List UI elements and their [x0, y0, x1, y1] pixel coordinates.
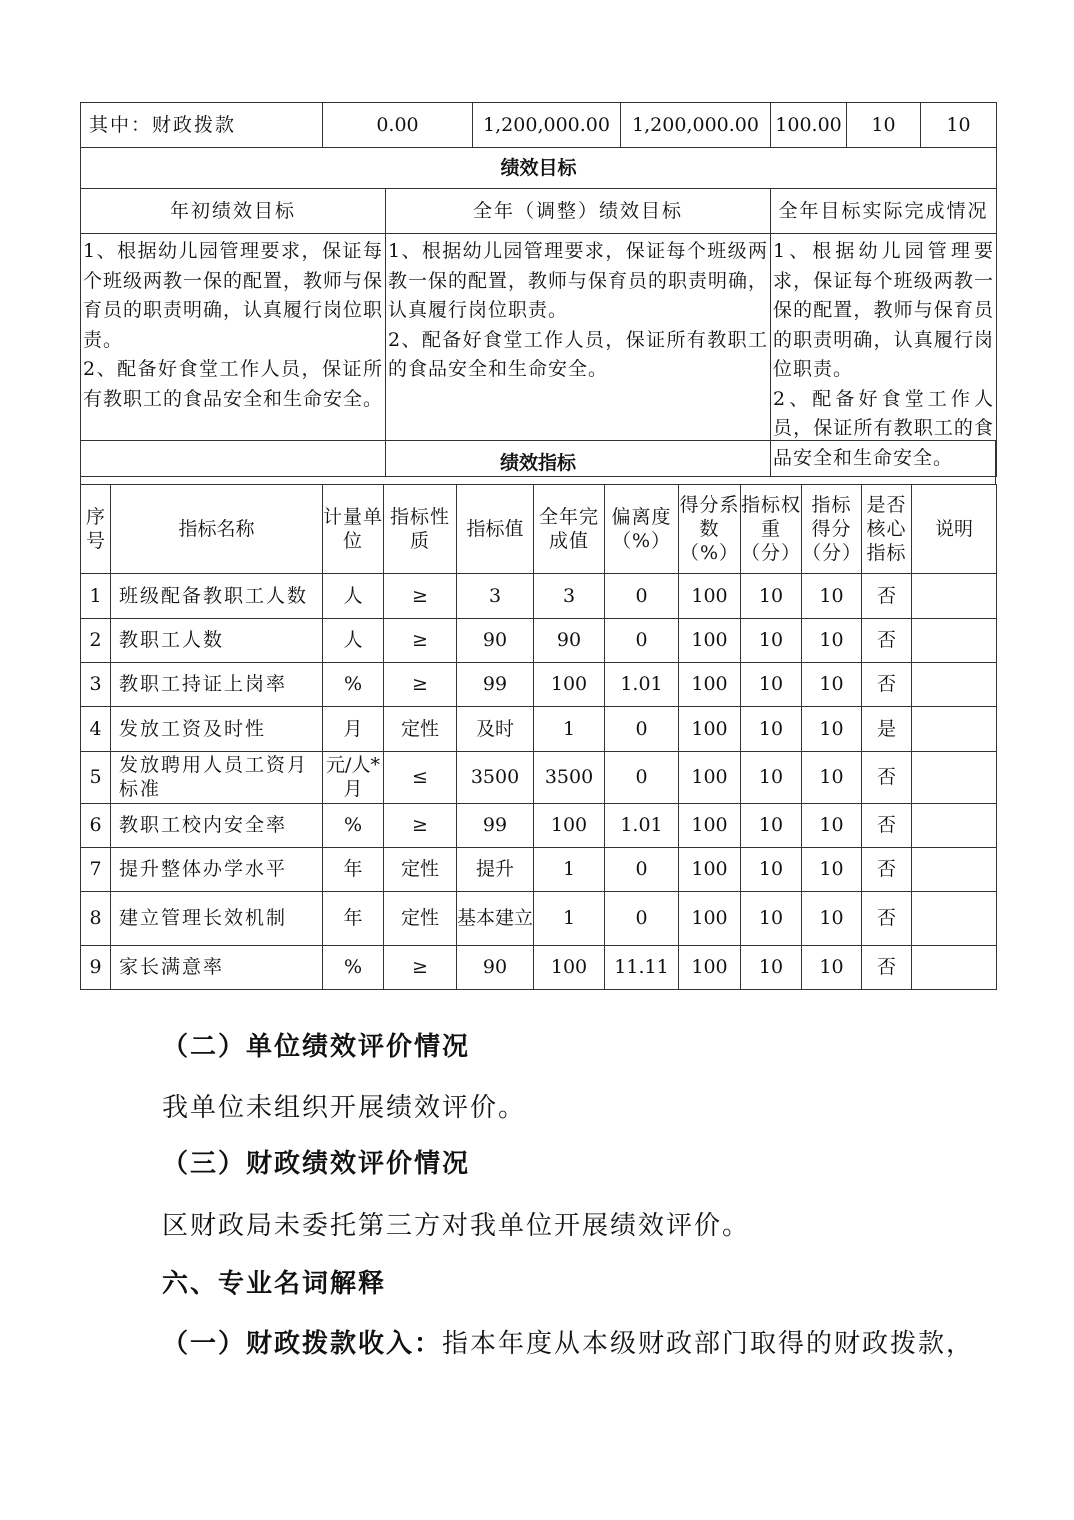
section-heading-3: （三）财政绩效评价情况 [162, 1149, 471, 1179]
cell-deviation: 0 [605, 847, 679, 891]
cell-deviation: 0 [605, 891, 679, 945]
chapter-6-definition [162, 1323, 974, 1360]
cell-note [912, 945, 997, 989]
goal-initial-text: 1、根据幼儿园管理要求，保证每个班级两教一保的配置，教师与保育员的职责明确，认真履行岗位职责。 2、配备好食堂工作人员，保证所有教职工的食品安全和生命安全。 [81, 234, 386, 477]
header-seq: 序号 [81, 484, 111, 573]
cell-target: 基本建立 [457, 891, 534, 945]
cell-seq: 8 [81, 891, 111, 945]
cell-core: 否 [862, 751, 912, 803]
section-heading-2: （二）单位绩效评价情况 [162, 1032, 471, 1062]
cell-note [912, 618, 997, 662]
cell-unit: 年 [323, 891, 384, 945]
goals-header-initial: 年初绩效目标 [81, 189, 386, 234]
cell-note [912, 891, 997, 945]
cell-actual: 3500 [534, 751, 605, 803]
cell-deviation: 0 [605, 706, 679, 751]
cell-nature: 定性 [384, 891, 457, 945]
header-coef: 得分系数（%） [679, 484, 741, 573]
header-target: 指标值 [457, 484, 534, 573]
cell-target: 3500 [457, 751, 534, 803]
cell-target: 99 [457, 803, 534, 847]
cell-unit: 月 [323, 706, 384, 751]
cell-target: 3 [457, 573, 534, 618]
cell-actual: 100 [534, 803, 605, 847]
cell-score: 10 [802, 803, 862, 847]
goals-header-actual: 全年目标实际完成情况 [771, 189, 997, 234]
cell-weight: 10 [741, 706, 802, 751]
cell-nature: ≥ [384, 573, 457, 618]
cell-deviation: 1.01 [605, 803, 679, 847]
header-note: 说明 [912, 484, 997, 573]
cell-coef: 100 [679, 573, 741, 618]
cell-name: 教职工校内安全率 [111, 803, 323, 847]
indicator-row [81, 706, 997, 751]
cell-unit: 年 [323, 847, 384, 891]
cell-name: 发放工资及时性 [111, 706, 323, 751]
funding-c3: 1,200,000.00 [621, 103, 771, 148]
cell-coef: 100 [679, 618, 741, 662]
indicator-row [81, 618, 997, 662]
cell-score: 10 [802, 662, 862, 706]
cell-seq: 3 [81, 662, 111, 706]
indicators-header-row [81, 484, 997, 573]
cell-weight: 10 [741, 945, 802, 989]
cell-name: 教职工持证上岗率 [111, 662, 323, 706]
cell-name: 家长满意率 [111, 945, 323, 989]
cell-score: 10 [802, 847, 862, 891]
header-unit: 计量单位 [323, 484, 384, 573]
cell-coef: 100 [679, 803, 741, 847]
cell-unit: 元/人*月 [323, 751, 384, 803]
cell-deviation: 11.11 [605, 945, 679, 989]
indicator-row [81, 751, 997, 803]
cell-weight: 10 [741, 618, 802, 662]
cell-actual: 3 [534, 573, 605, 618]
cell-seq: 2 [81, 618, 111, 662]
cell-nature: ≥ [384, 945, 457, 989]
cell-actual: 90 [534, 618, 605, 662]
cell-seq: 9 [81, 945, 111, 989]
cell-weight: 10 [741, 573, 802, 618]
cell-unit: 人 [323, 573, 384, 618]
cell-actual: 1 [534, 706, 605, 751]
cell-coef: 100 [679, 662, 741, 706]
cell-name: 班级配备教职工人数 [111, 573, 323, 618]
cell-note [912, 847, 997, 891]
funding-c4: 100.00 [771, 103, 847, 148]
cell-deviation: 0 [605, 751, 679, 803]
term-definition: 指本年度从本级财政部门取得的财政拨款， [442, 1329, 975, 1359]
cell-actual: 1 [534, 847, 605, 891]
indicator-row [81, 891, 997, 945]
cell-note [912, 706, 997, 751]
cell-core: 否 [862, 662, 912, 706]
cell-coef: 100 [679, 891, 741, 945]
cell-coef: 100 [679, 945, 741, 989]
header-nature: 指标性质 [384, 484, 457, 573]
cell-core: 否 [862, 847, 912, 891]
chapter-6-heading: 六、专业名词解释 [162, 1269, 387, 1299]
goals-section-title: 绩效目标 [81, 148, 997, 189]
funding-goals-table [80, 102, 997, 477]
cell-score: 10 [802, 573, 862, 618]
cell-target: 99 [457, 662, 534, 706]
funding-c6: 10 [921, 103, 997, 148]
goal-actual-text: 1、根据幼儿园管理要求，保证每个班级两教一保的配置，教师与保育员的职责明确，认真履行岗位职责。 2、配备好食堂工作人员，保证所有教职工的食品安全和生命安全。 [771, 234, 997, 477]
cell-core: 否 [862, 803, 912, 847]
cell-score: 10 [802, 618, 862, 662]
cell-target: 90 [457, 945, 534, 989]
header-score: 指标得分（分） [802, 484, 862, 573]
cell-weight: 10 [741, 803, 802, 847]
cell-note [912, 573, 997, 618]
cell-score: 10 [802, 706, 862, 751]
cell-weight: 10 [741, 751, 802, 803]
cell-nature: 定性 [384, 706, 457, 751]
cell-nature: ≥ [384, 662, 457, 706]
cell-core: 否 [862, 945, 912, 989]
cell-deviation: 1.01 [605, 662, 679, 706]
cell-core: 否 [862, 618, 912, 662]
cell-coef: 100 [679, 751, 741, 803]
header-name: 指标名称 [111, 484, 323, 573]
cell-name: 教职工人数 [111, 618, 323, 662]
cell-unit: % [323, 945, 384, 989]
cell-score: 10 [802, 891, 862, 945]
indicator-row [81, 573, 997, 618]
indicator-row [81, 662, 997, 706]
cell-nature: ≥ [384, 618, 457, 662]
cell-unit: % [323, 803, 384, 847]
cell-seq: 6 [81, 803, 111, 847]
cell-core: 是 [862, 706, 912, 751]
funding-c2: 1,200,000.00 [473, 103, 621, 148]
cell-deviation: 0 [605, 618, 679, 662]
cell-unit: 人 [323, 618, 384, 662]
funding-c1: 0.00 [323, 103, 473, 148]
cell-name: 建立管理长效机制 [111, 891, 323, 945]
cell-weight: 10 [741, 891, 802, 945]
cell-actual: 1 [534, 891, 605, 945]
indicators-section-title: 绩效指标 [80, 440, 996, 484]
cell-seq: 7 [81, 847, 111, 891]
cell-deviation: 0 [605, 573, 679, 618]
cell-core: 否 [862, 891, 912, 945]
term-label: （一）财政拨款收入： [162, 1329, 443, 1359]
cell-score: 10 [802, 945, 862, 989]
header-weight: 指标权重（分） [741, 484, 802, 573]
header-actual: 全年完成值 [534, 484, 605, 573]
cell-weight: 10 [741, 662, 802, 706]
funding-c5: 10 [847, 103, 921, 148]
header-deviation: 偏离度（%） [605, 484, 679, 573]
indicator-row [81, 945, 997, 989]
cell-seq: 1 [81, 573, 111, 618]
section-body-2: 我单位未组织开展绩效评价。 [162, 1093, 527, 1123]
cell-core: 否 [862, 573, 912, 618]
goal-adjusted-text: 1、根据幼儿园管理要求，保证每个班级两教一保的配置，教师与保育员的职责明确，认真履行岗位职责。 2、配备好食堂工作人员，保证所有教职工的食品安全和生命安全。 [386, 234, 771, 477]
goals-header-adjusted: 全年（调整）绩效目标 [386, 189, 771, 234]
cell-weight: 10 [741, 847, 802, 891]
cell-score: 10 [802, 751, 862, 803]
cell-target: 及时 [457, 706, 534, 751]
cell-target: 提升 [457, 847, 534, 891]
cell-note [912, 803, 997, 847]
cell-note [912, 751, 997, 803]
cell-name: 发放聘用人员工资月标准 [111, 751, 323, 803]
cell-coef: 100 [679, 847, 741, 891]
header-core: 是否核心指标 [862, 484, 912, 573]
cell-nature: ≤ [384, 751, 457, 803]
cell-target: 90 [457, 618, 534, 662]
cell-seq: 5 [81, 751, 111, 803]
cell-unit: % [323, 662, 384, 706]
cell-coef: 100 [679, 706, 741, 751]
indicators-table [80, 484, 997, 990]
cell-actual: 100 [534, 945, 605, 989]
funding-row [81, 103, 997, 148]
cell-nature: ≥ [384, 803, 457, 847]
cell-note [912, 662, 997, 706]
indicator-row [81, 847, 997, 891]
cell-nature: 定性 [384, 847, 457, 891]
indicator-row [81, 803, 997, 847]
funding-label: 其中：财政拨款 [81, 103, 323, 148]
cell-seq: 4 [81, 706, 111, 751]
cell-actual: 100 [534, 662, 605, 706]
cell-name: 提升整体办学水平 [111, 847, 323, 891]
section-body-3: 区财政局未委托第三方对我单位开展绩效评价。 [162, 1211, 751, 1241]
